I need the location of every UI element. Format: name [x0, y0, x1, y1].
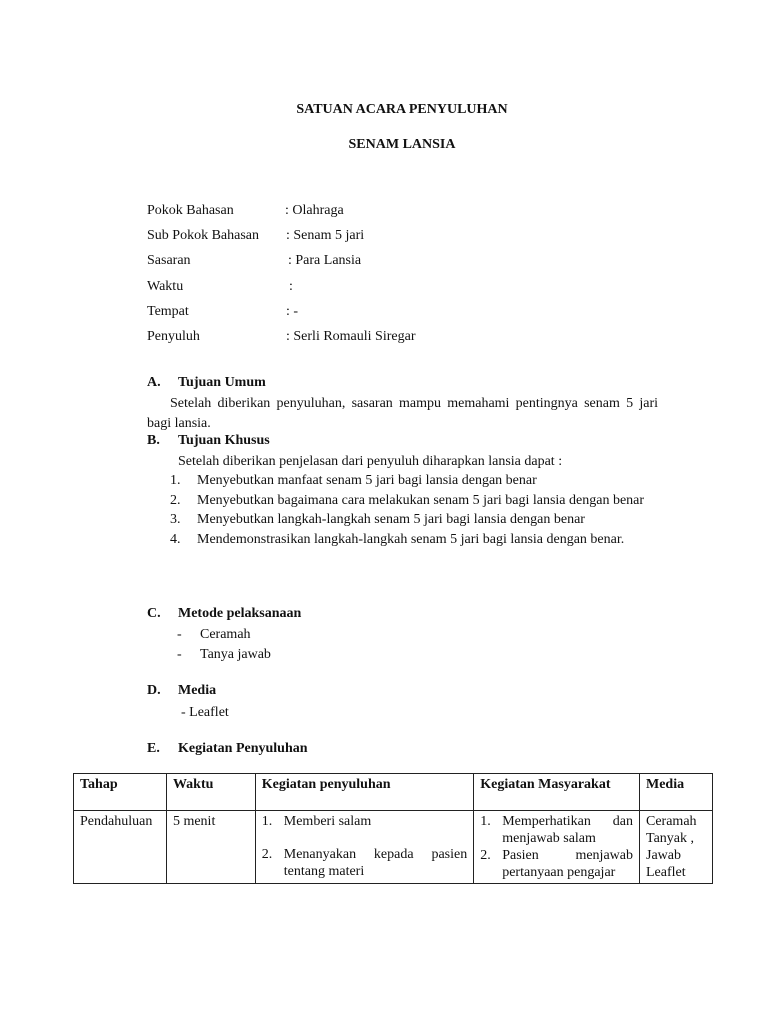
section-b-list [170, 471, 658, 549]
section-letter: B. [147, 433, 160, 448]
list-number: 2. [170, 492, 181, 508]
section-e-heading [147, 741, 308, 757]
list-text: Memperhatikan dan menjawab salam [502, 814, 633, 846]
list-item [480, 813, 633, 847]
section-a-heading [147, 375, 266, 391]
cell-masyarakat [474, 811, 640, 884]
list-item [170, 510, 658, 530]
list-number: 4. [170, 531, 181, 547]
media-line: Jawab [646, 848, 681, 863]
section-letter: C. [147, 606, 161, 621]
list-number: 1. [480, 814, 491, 829]
info-label: Sub Pokok Bahasan [147, 228, 259, 244]
info-label: Tempat [147, 303, 189, 319]
info-label: Sasaran [147, 253, 191, 269]
media-line: Ceramah [646, 814, 697, 829]
info-label: Penyuluh [147, 328, 200, 344]
media-line: Tanyak , [646, 831, 695, 846]
list-text: Menyebutkan manfaat senam 5 jari bagi lansia dengan benar [197, 473, 537, 488]
section-heading-text: Media [178, 683, 217, 698]
media-item: - Leaflet [181, 705, 229, 720]
method-item: - Tanya jawab [177, 647, 271, 662]
list-item [480, 847, 633, 881]
section-letter: A. [147, 375, 161, 390]
section-b-heading [147, 433, 270, 449]
document-subtitle: SENAM LANSIA [348, 137, 456, 152]
section-heading-text: Kegiatan Penyuluhan [178, 741, 308, 756]
document-title: SATUAN ACARA PENYULUHAN [296, 102, 508, 117]
list-number: 1. [261, 814, 273, 829]
header-kegiatan-penyuluhan: Kegiatan penyuluhan [255, 774, 473, 811]
header-waktu: Waktu [166, 774, 255, 811]
list-number: 1. [170, 473, 181, 488]
info-value: : [289, 278, 293, 294]
section-heading-text: Metode pelaksanaan [178, 606, 302, 621]
cell-media [640, 811, 713, 884]
list-text: Menyebutkan bagaimana cara melakukan senam 5 jari bagi lansia dengan benar [197, 492, 645, 508]
list-text: Menanyakan kepada pasien tentang materi [283, 847, 468, 879]
table-row [74, 811, 713, 884]
section-d-heading [147, 683, 216, 699]
header-tahap: Tahap [74, 774, 167, 811]
table-header-row [74, 774, 713, 811]
section-heading-text: Tujuan Umum [178, 375, 266, 390]
list-item [262, 846, 467, 880]
section-c-heading [147, 606, 301, 622]
list-text: Pasien menjawab pertanyaan pengajar [502, 848, 633, 880]
info-value: : Senam 5 jari [286, 228, 365, 244]
section-b-intro: Setelah diberikan penjelasan dari penyuluh diharapkan lansia dapat : [178, 454, 563, 469]
cell-tahap: Pendahuluan [74, 811, 167, 884]
list-text: Menyebutkan langkah-langkah senam 5 jari bagi lansia dengan benar [197, 512, 585, 527]
cell-kegiatan [255, 811, 473, 884]
info-value: : Para Lansia [288, 253, 362, 269]
list-item [170, 530, 658, 550]
section-a-text: Setelah diberikan penyuluhan, sasaran mampu memahami pentingnya senam 5 jari bagi lansia. [147, 396, 658, 431]
list-number: 3. [170, 512, 181, 527]
info-value: : Olahraga [285, 203, 344, 218]
method-text: Tanya jawab [200, 647, 271, 662]
info-value: : Serli Romauli Siregar [286, 328, 416, 344]
kegiatan-table [73, 773, 713, 884]
header-kegiatan-masyarakat: Kegiatan Masyarakat [474, 774, 640, 811]
list-item [262, 813, 467, 830]
section-letter: D. [147, 683, 161, 698]
media-line: Leaflet [646, 865, 686, 880]
method-text: Ceramah [200, 627, 251, 642]
cell-waktu: 5 menit [166, 811, 255, 884]
list-item [170, 491, 658, 511]
masyarakat-list [480, 813, 633, 881]
list-text: Mendemonstrasikan langkah-langkah senam 5 jari bagi lansia dengan benar. [197, 531, 625, 547]
method-item: - Ceramah [177, 627, 251, 642]
header-media: Media [640, 774, 713, 811]
info-label: Pokok Bahasan [147, 203, 234, 218]
info-value: : - [286, 303, 299, 319]
kegiatan-list [262, 813, 467, 880]
list-text: Memberi salam [283, 814, 372, 829]
list-number: 2. [261, 847, 273, 862]
info-label: Waktu [147, 278, 184, 294]
section-letter: E. [147, 741, 160, 756]
list-item [170, 471, 658, 491]
section-heading-text: Tujuan Khusus [178, 433, 270, 448]
list-number: 2. [480, 848, 491, 863]
